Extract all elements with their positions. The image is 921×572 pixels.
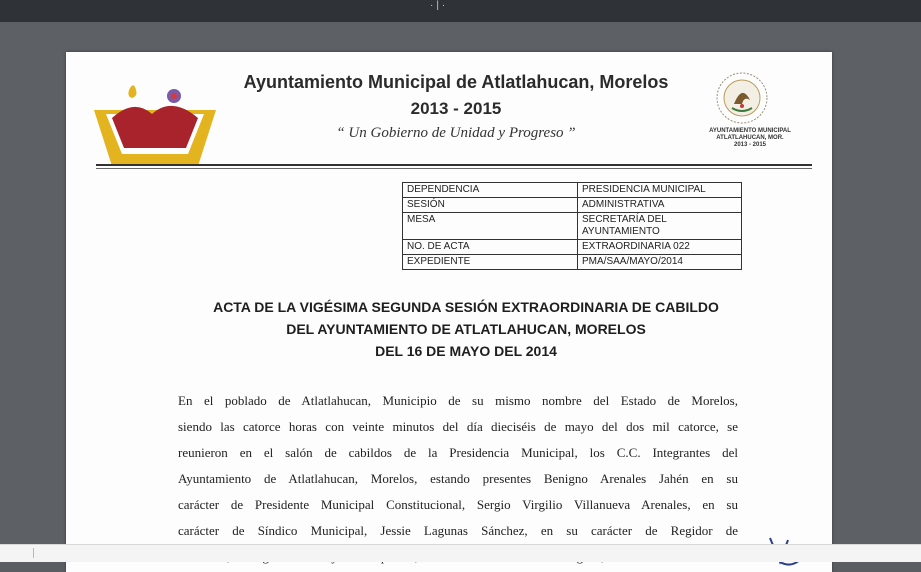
act-title-line: DEL AYUNTAMIENTO DE ATLATLAHUCAN, MORELOS	[286, 321, 646, 337]
table-value: EXTRAORDINARIA 022	[578, 240, 742, 255]
body-line: Ayuntamiento de Atlatlahucan, Morelos, estando presentes Benigno Arenales Jahén en su	[178, 471, 738, 486]
header-title: Ayuntamiento Municipal de Atlatlahucan, Morelos	[243, 72, 669, 92]
table-value: PMA/SAA/MAYO/2014	[578, 255, 742, 270]
table-key: DEPENDENCIA	[403, 183, 578, 198]
table-key: EXPEDIENTE	[403, 255, 578, 270]
body-line: siendo las catorce horas con veinte minutos del día dieciséis de mayo del dos mil catorce, se	[178, 419, 738, 434]
document-page	[66, 52, 832, 572]
mexican-coat-of-arms-icon	[714, 70, 770, 126]
act-body-paragraph	[178, 388, 738, 570]
scroll-marker-icon	[33, 548, 34, 558]
table-value: SECRETARÍA DEL AYUNTAMIENTO	[578, 213, 742, 240]
record-info-table	[402, 182, 742, 270]
body-line: reunieron en el salón de cabildos de la Presidencia Municipal, los C.C. Integrantes del	[178, 445, 738, 460]
table-row	[403, 198, 742, 213]
body-line: carácter de Síndico Municipal, Jessie Lagunas Sánchez, en su carácter de Regidor de	[178, 523, 738, 538]
header-years: 2013 - 2015	[410, 99, 502, 118]
body-line: En el poblado de Atlatlahucan, Municipio de su mismo nombre del Estado de Morelos,	[178, 393, 738, 408]
viewer-bottom-bar	[0, 544, 921, 562]
document-viewer[interactable]	[0, 22, 921, 544]
page-indicator-icon: ·|·	[430, 0, 449, 11]
act-title	[186, 296, 746, 362]
table-value: ADMINISTRATIVA	[578, 198, 742, 213]
act-title-line: ACTA DE LA VIGÉSIMA SEGUNDA SESIÓN EXTRAORDINARIA DE CABILDO	[213, 299, 719, 315]
table-key: MESA	[403, 213, 578, 240]
act-title-line: DEL 16 DE MAYO DEL 2014	[375, 343, 557, 359]
viewer-top-bar	[0, 0, 921, 22]
municipal-crown-logo	[94, 82, 216, 166]
table-row	[403, 183, 742, 198]
header-divider	[96, 164, 812, 166]
table-key: NO. DE ACTA	[403, 240, 578, 255]
seal-caption: AYUNTAMIENTO MUNICIPAL ATLATLAHUCAN, MOR. 2013 - 2015	[709, 128, 791, 148]
table-row	[403, 240, 742, 255]
table-key: SESIÓN	[403, 198, 578, 213]
header-slogan: “ Un Gobierno de Unidad y Progreso ”	[336, 125, 576, 141]
table-value: PRESIDENCIA MUNICIPAL	[578, 183, 742, 198]
table-row	[403, 213, 742, 240]
header-divider-thin	[96, 168, 812, 169]
table-row	[403, 255, 742, 270]
body-line: carácter de Presidente Municipal Constitucional, Sergio Virgilio Villanueva Arenales, en su	[178, 497, 738, 512]
